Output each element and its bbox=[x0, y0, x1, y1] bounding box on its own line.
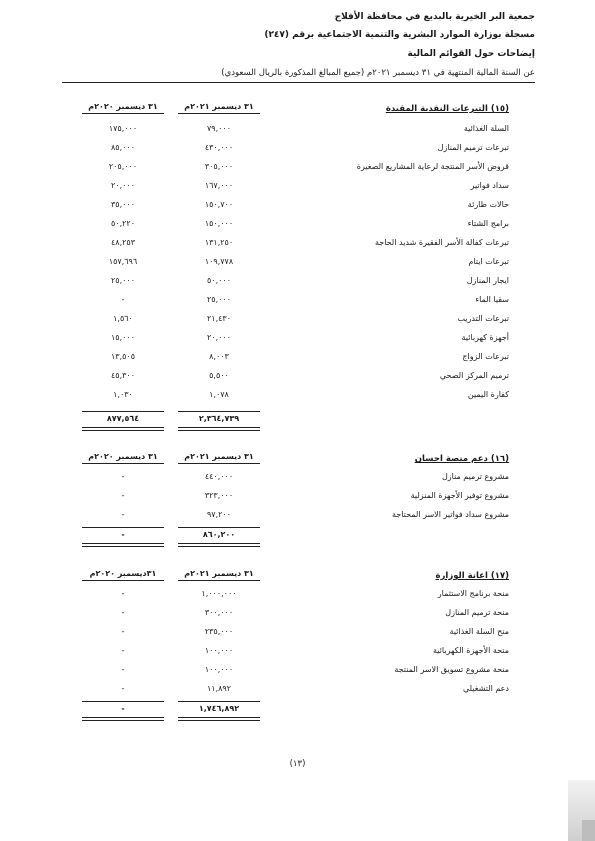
value-2021: ٥٠,٠٠٠ bbox=[206, 276, 232, 285]
row-label: حالات طارئة bbox=[467, 200, 509, 209]
value-2021: ٤٣٠,٠٠٠ bbox=[204, 143, 234, 152]
total-2020: - bbox=[121, 530, 125, 539]
row-label: منحة الأجهزة الكهربائية bbox=[432, 646, 509, 655]
total-rule-2020 bbox=[82, 411, 164, 412]
value-2021: ٣٠٠,٠٠٠ bbox=[204, 608, 234, 617]
table-row bbox=[0, 124, 595, 143]
association-name: جمعية البر الخيرية بالبديع في محافظة الأفلاج bbox=[334, 12, 535, 22]
table-row bbox=[0, 371, 595, 390]
header-rule bbox=[62, 82, 535, 83]
total-double-rule-2021 bbox=[178, 543, 260, 547]
value-2021: ٢٥,٠٠٠ bbox=[206, 295, 232, 304]
column-header-2021: ٣١ ديسمبر ٢٠٢١م bbox=[178, 569, 260, 581]
value-2020: ٢٥,٠٠٠ bbox=[110, 276, 136, 285]
value-2021: ٢٠,٠٠٠ bbox=[206, 333, 232, 342]
value-2021: ١٥٠,٧٠٠ bbox=[204, 200, 234, 209]
value-2021: ٢١,٤٣٠ bbox=[206, 314, 232, 323]
row-label: قروض الأسر المنتجة لرعاية المشاريع الصغيرة bbox=[356, 162, 509, 171]
row-label: مشروع ترميم منازل bbox=[441, 472, 509, 481]
value-2020: ١٣,٥٠٥ bbox=[110, 352, 136, 361]
table-row bbox=[0, 627, 595, 646]
column-header-2020: ٣١ ديسمبر ٢٠٢٠م bbox=[82, 452, 164, 464]
value-2021: ٨,٠٠٣ bbox=[209, 352, 229, 361]
value-2020: ٢٠٥,٠٠٠ bbox=[108, 162, 138, 171]
row-label: مشروع توفير الأجهزة المنزلية bbox=[410, 491, 509, 500]
column-header-2021: ٣١ ديسمبر ٢٠٢١م bbox=[178, 102, 260, 114]
column-header-2020: ٣١ديسمبر ٢٠٢٠م bbox=[82, 569, 164, 581]
table-row bbox=[0, 257, 595, 276]
value-2021: ١,٠٧٨ bbox=[209, 390, 229, 399]
total-double-rule-2021 bbox=[178, 427, 260, 431]
value-2021: ٥,٥٠٠ bbox=[209, 371, 229, 380]
row-label: سداد فواتير bbox=[470, 181, 509, 190]
column-header-2021: ٣١ ديسمبر ٢٠٢١م bbox=[178, 452, 260, 464]
value-2021: ١٠٠,٠٠٠ bbox=[204, 665, 234, 674]
table-row bbox=[0, 314, 595, 333]
table-row bbox=[0, 491, 595, 510]
row-label: أجهزة كهربائية bbox=[461, 333, 509, 342]
table-row bbox=[0, 238, 595, 257]
value-2021: ١٦٧,٠٠٠ bbox=[204, 181, 234, 190]
table-row bbox=[0, 162, 595, 181]
value-2021: ١,٠٠٠,٠٠٠ bbox=[201, 589, 237, 598]
document-title: إيضاحات حول القوائم المالية bbox=[407, 49, 535, 59]
row-label: ترميم المركز الصحي bbox=[439, 371, 509, 380]
value-2020: - bbox=[121, 472, 125, 481]
total-rule-2021 bbox=[178, 701, 260, 702]
row-label: السلة الغذائية bbox=[463, 124, 509, 133]
value-2021: ١١,٨٩٢ bbox=[206, 684, 232, 693]
row-label: تبرعات كفالة الأسر الفقيرة شديد الحاجة bbox=[374, 238, 509, 247]
value-2021: ٣٢٣,٠٠٠ bbox=[204, 491, 234, 500]
period-line: عن السنة المالية المنتهية في ٣١ ديسمبر ٢٠٢١م (جميع المبالغ المذكورة بالريال السعودي) bbox=[221, 68, 535, 78]
value-2020: ١٥,٠٠٠ bbox=[110, 333, 136, 342]
row-label: تبرعات التدريب bbox=[457, 314, 509, 323]
total-2020: - bbox=[121, 704, 125, 713]
table-row bbox=[0, 143, 595, 162]
value-2020: ٥٠,٢٢٠ bbox=[110, 219, 136, 228]
table-row bbox=[0, 181, 595, 200]
table-row bbox=[0, 219, 595, 238]
section-title: (١٧) اعانة الوزارة bbox=[435, 571, 509, 581]
row-label: برامج الشتاء bbox=[467, 219, 509, 228]
row-label: منح السلة الغذائية bbox=[449, 627, 509, 636]
table-row bbox=[0, 352, 595, 371]
table-row bbox=[0, 295, 595, 314]
value-2020: ١,٥٦٠ bbox=[113, 314, 133, 323]
value-2020: - bbox=[121, 608, 125, 617]
row-label: تبرعات الزواج bbox=[462, 352, 509, 361]
table-row bbox=[0, 200, 595, 219]
total-double-rule-2021 bbox=[178, 717, 260, 721]
column-header-2020: ٣١ ديسمبر ٢٠٢٠م bbox=[82, 102, 164, 114]
section-title: (١٥) التبرعات النقدية المقيدة bbox=[385, 104, 509, 114]
row-label: منحة مشروع تسويق الاسر المنتجة bbox=[394, 665, 509, 674]
value-2020: - bbox=[121, 665, 125, 674]
row-label: تبرعات ايتام bbox=[468, 257, 509, 266]
total-double-rule-2020 bbox=[82, 427, 164, 431]
value-2021: ٢٣٥,٠٠٠ bbox=[204, 627, 234, 636]
total-2020: ٨٧٧,٥٦٤ bbox=[106, 414, 140, 423]
value-2021: ٩٧,٢٠٠ bbox=[206, 510, 232, 519]
row-label: ايجار المنازل bbox=[466, 276, 509, 285]
table-row bbox=[0, 472, 595, 491]
total-rule-2021 bbox=[178, 527, 260, 528]
value-2020: - bbox=[121, 295, 125, 304]
total-rule-2020 bbox=[82, 527, 164, 528]
total-2021: ٢,٣٦٤,٧٣٩ bbox=[198, 414, 240, 423]
total-rule-2021 bbox=[178, 411, 260, 412]
page-number: (١٣) bbox=[289, 759, 306, 769]
value-2020: ٢٠,٠٠٠ bbox=[110, 181, 136, 190]
value-2020: - bbox=[121, 510, 125, 519]
table-row bbox=[0, 333, 595, 352]
row-label: مشروع سداد فواتير الاسر المحتاجة bbox=[391, 510, 509, 519]
value-2020: - bbox=[121, 589, 125, 598]
table-row bbox=[0, 665, 595, 684]
value-2020: - bbox=[121, 646, 125, 655]
value-2020: ٨٥,٠٠٠ bbox=[110, 143, 136, 152]
value-2020: ١٧٥,٠٠٠ bbox=[108, 124, 138, 133]
total-2021: ٨٦٠,٢٠٠ bbox=[202, 530, 236, 539]
row-label: كفارة اليمين bbox=[467, 390, 509, 399]
table-row bbox=[0, 646, 595, 665]
table-row bbox=[0, 276, 595, 295]
value-2020: ٣٥,٠٠٠ bbox=[110, 200, 136, 209]
scan-edge-shadow-dark bbox=[582, 820, 595, 841]
total-double-rule-2020 bbox=[82, 717, 164, 721]
value-2021: ٧٩,٠٠٠ bbox=[206, 124, 232, 133]
table-row bbox=[0, 608, 595, 627]
row-label: منحة برنامج الاستثمار bbox=[437, 589, 509, 598]
row-label: تبرعات ترميم المنازل bbox=[437, 143, 509, 152]
value-2020: ٤٨,٢٥٣ bbox=[110, 238, 136, 247]
value-2020: ١٥٧,٦٩٦ bbox=[108, 257, 138, 266]
value-2021: ١٠٩,٧٧٨ bbox=[204, 257, 234, 266]
total-rule-2020 bbox=[82, 701, 164, 702]
value-2021: ١٣١,٢٥٠ bbox=[204, 238, 234, 247]
row-label: سقيا الماء bbox=[475, 295, 509, 304]
value-2020: - bbox=[121, 684, 125, 693]
value-2021: ٤٤٠,٠٠٠ bbox=[204, 472, 234, 481]
registration-line: مسجلة بوزارة الموارد البشرية والتنمية الاجتماعية برقم (٢٤٧) bbox=[264, 30, 535, 40]
total-2021: ١,٧٤٦,٨٩٢ bbox=[198, 704, 240, 713]
value-2020: ١,٠٣٠ bbox=[113, 390, 133, 399]
row-label: منحة ترميم المنازل bbox=[445, 608, 509, 617]
table-row bbox=[0, 589, 595, 608]
row-label: دعم التشغيلي bbox=[462, 684, 509, 693]
value-2020: - bbox=[121, 627, 125, 636]
table-row bbox=[0, 390, 595, 409]
section-title: (١٦) دعم منصة احسان bbox=[414, 454, 509, 464]
value-2021: ١٠٠,٠٠٠ bbox=[204, 646, 234, 655]
value-2021: ٣٠٥,٠٠٠ bbox=[204, 162, 234, 171]
value-2021: ١٥٠,٠٠٠ bbox=[204, 219, 234, 228]
value-2020: - bbox=[121, 491, 125, 500]
total-double-rule-2020 bbox=[82, 543, 164, 547]
value-2020: ٤٥,٣٠٠ bbox=[110, 371, 136, 380]
